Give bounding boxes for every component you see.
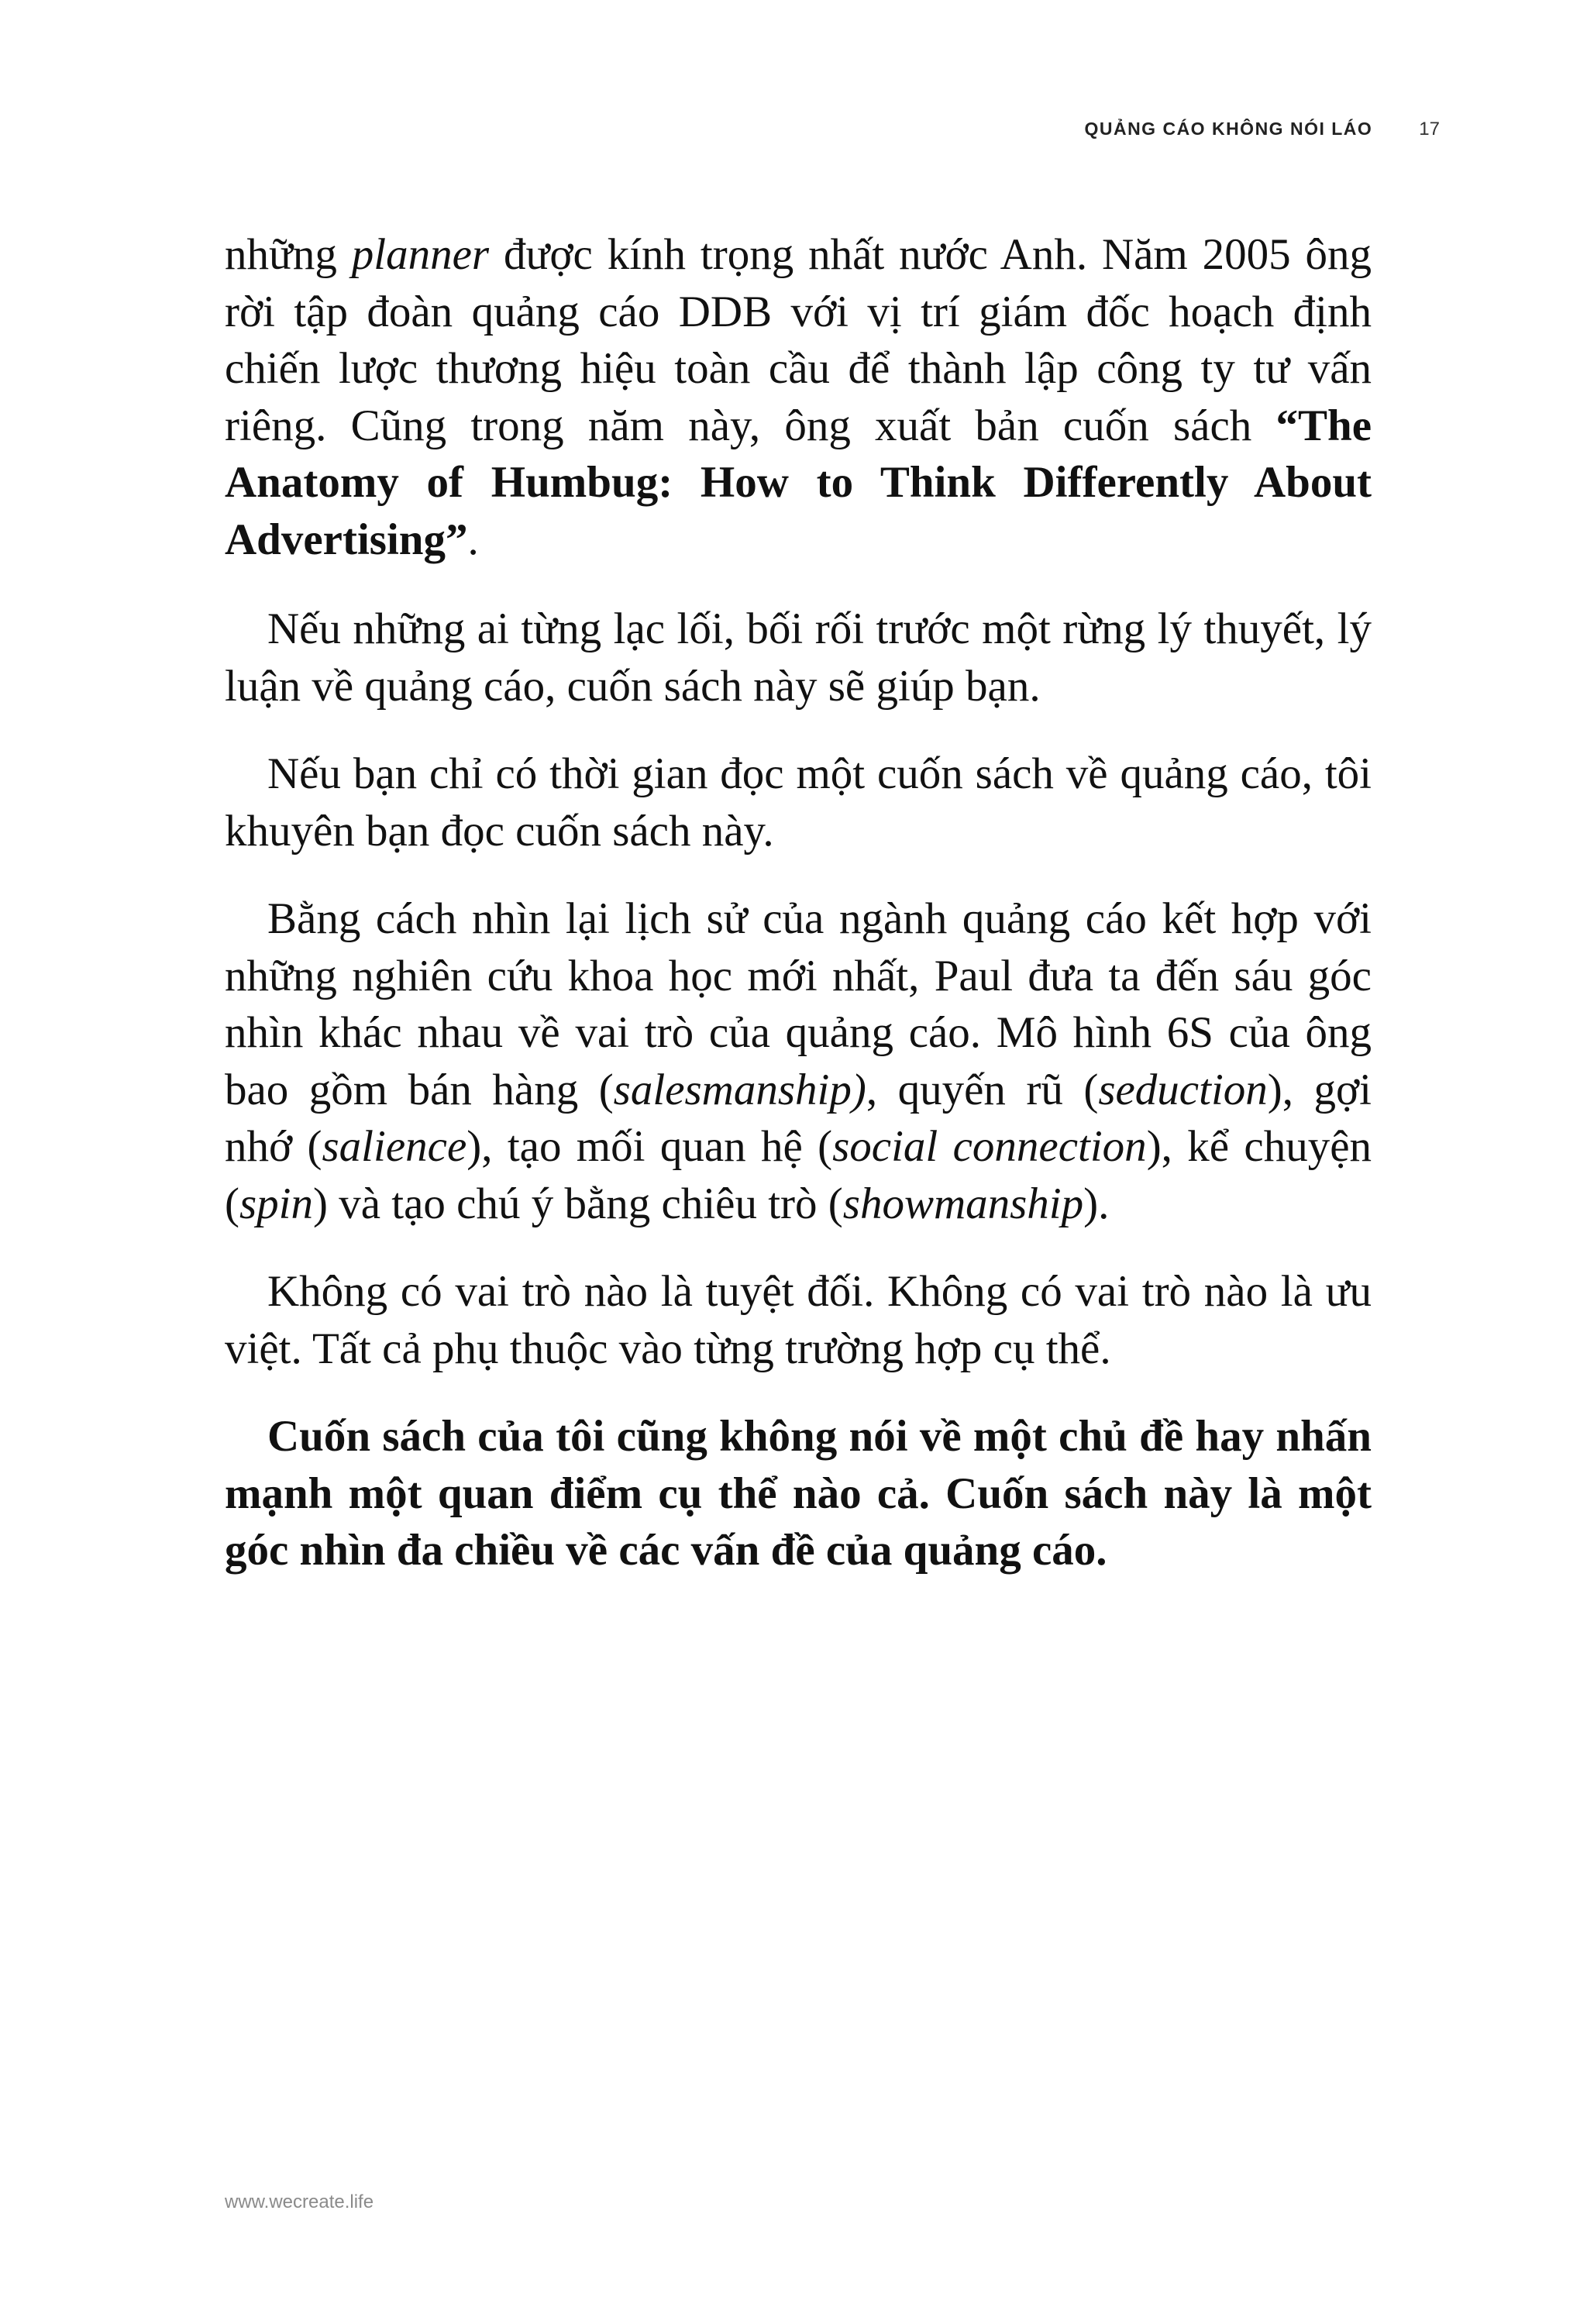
running-title: QUẢNG CÁO KHÔNG NÓI LÁO <box>1084 119 1373 139</box>
book-title: “The Anatomy of Humbug: How to Think Differently About Advertising” <box>225 401 1372 564</box>
paragraph-4 <box>225 890 1372 1232</box>
paragraph-3: Nếu bạn chỉ có thời gian đọc một cuốn sách về quảng cáo, tôi khuyên bạn đọc cuốn sách này. <box>225 749 1372 856</box>
term-salesmanship: salesmanship) <box>613 1065 866 1114</box>
paragraph-5: Không có vai trò nào là tuyệt đối. Không có vai trò nào là ưu việt. Tất cả phụ thuộc vào từng trường hợp cụ thể. <box>225 1267 1372 1373</box>
body-text <box>225 226 1372 1610</box>
paragraph-4-text-m: ). <box>1083 1179 1110 1228</box>
term-showmanship: showmanship <box>842 1179 1084 1228</box>
paragraph-1-text-e: . <box>467 515 479 564</box>
paragraph-4-text-i: ), kể chuyện ( <box>225 1122 1372 1228</box>
footer-url: www.wecreate.life <box>225 2191 374 2212</box>
paragraph-4-text-g: ), tạo mối quan hệ ( <box>466 1122 833 1171</box>
term-social-connection: social connection <box>832 1122 1147 1171</box>
page-number: 17 <box>1419 119 1440 139</box>
paragraph-4-text-c: , quyến rũ ( <box>866 1065 1099 1114</box>
paragraph-2: Nếu những ai từng lạc lối, bối rối trước một rừng lý thuyết, lý luận về quảng cáo, cuốn sách này sẽ giúp bạn. <box>225 604 1372 711</box>
paragraph-1 <box>225 226 1372 568</box>
term-spin: spin <box>239 1179 314 1228</box>
planner-term: planner <box>351 230 490 279</box>
paragraph-4-text-e: ), gợi nhớ ( <box>225 1065 1372 1171</box>
paragraph-4-text-a: Bằng cách nhìn lại lịch sử của ngành quảng cáo kết hợp với những nghiên cứu khoa học mới nhất, Paul đưa ta đến sáu góc nhìn khác nhau về vai trò của quảng cáo. Mô hình 6S của ông bao gồm bán hàng ( <box>225 894 1372 1114</box>
term-seduction: seduction <box>1098 1065 1268 1114</box>
paragraph-4-text-k: ) và tạo chú ý bằng chiêu trò ( <box>313 1179 843 1228</box>
running-head <box>1084 119 1440 140</box>
paragraph-1-text-c: được kính trọng nhất nước Anh. Năm 2005 ông rời tập đoàn quảng cáo DDB với vị trí giám đốc hoạch định chiến lược thương hiệu toàn cầu để thành lập công ty tư vấn riêng. Cũng trong năm này, ông xuất bản cuốn sách <box>225 230 1372 450</box>
term-salience: salience <box>322 1122 467 1171</box>
paragraph-6-emphasis: Cuốn sách của tôi cũng không nói về một chủ đề hay nhấn mạnh một quan điểm cụ thể nào cả. Cuốn sách này là một góc nhìn đa chiều về các vấn đề của quảng cáo. <box>225 1412 1372 1575</box>
paragraph-1-text-a: những <box>225 230 352 279</box>
